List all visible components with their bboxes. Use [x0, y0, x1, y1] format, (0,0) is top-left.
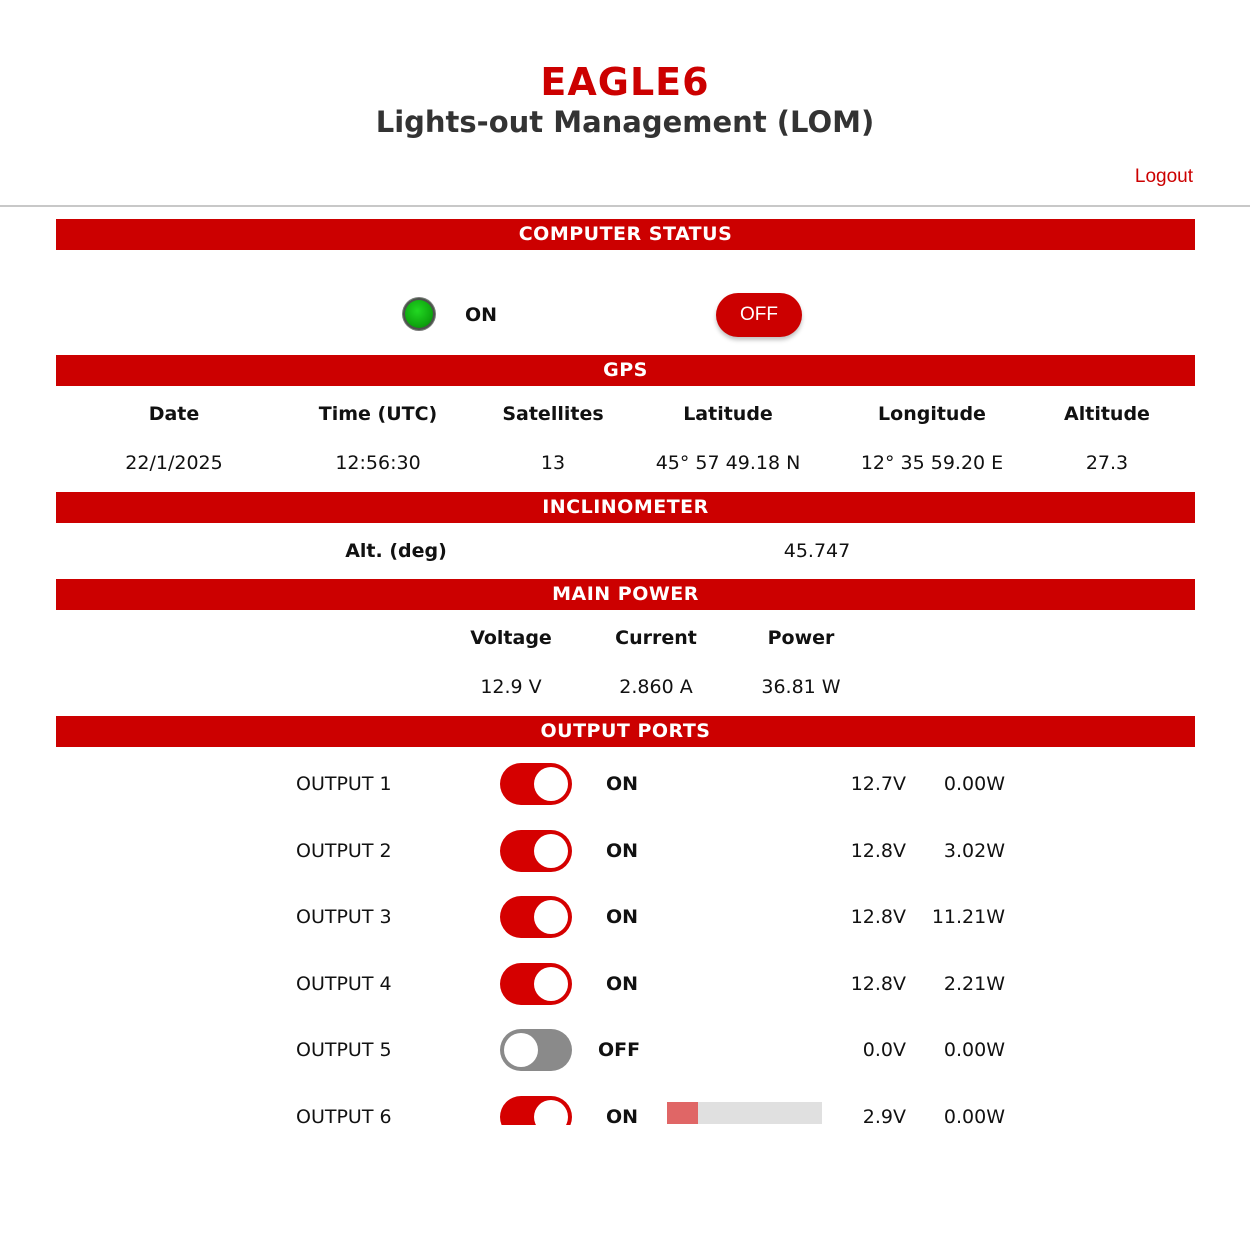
output-port-state: ON	[606, 1106, 639, 1125]
toggle-knob	[534, 1100, 568, 1125]
output-port-label: OUTPUT 3	[296, 906, 392, 928]
output-6-progress-fill	[667, 1102, 698, 1124]
output-port-power: 0.00W	[943, 1039, 1005, 1061]
inclinometer-label: Alt. (deg)	[345, 540, 447, 562]
output-port-voltage: 12.8V	[850, 973, 906, 995]
gps-col-time: Time (UTC)	[318, 403, 438, 425]
toggle-knob	[504, 1033, 538, 1067]
output-port-label: OUTPUT 6	[296, 1106, 392, 1125]
output-port-voltage: 12.8V	[850, 906, 906, 928]
computer-status-header: COMPUTER STATUS	[56, 219, 1195, 250]
output-2-toggle[interactable]	[500, 830, 572, 872]
gps-col-longitude: Longitude	[878, 403, 986, 425]
logout-link[interactable]: Logout	[1134, 166, 1193, 187]
output-port-state: ON	[606, 906, 639, 928]
output-port-voltage: 0.0V	[862, 1039, 906, 1061]
gps-col-altitude: Altitude	[1064, 403, 1150, 425]
output-6-toggle[interactable]	[500, 1096, 572, 1125]
output-port-state: ON	[606, 973, 639, 995]
gps-satellites-value: 13	[540, 452, 566, 474]
output-3-toggle[interactable]	[500, 896, 572, 938]
gps-col-date: Date	[148, 403, 200, 425]
main-current-value: 2.860 A	[619, 676, 693, 698]
output-1-toggle[interactable]	[500, 763, 572, 805]
power-status-led-icon	[403, 298, 435, 330]
page-header	[0, 0, 1250, 207]
output-port-label: OUTPUT 2	[296, 840, 392, 862]
gps-col-satellites: Satellites	[502, 403, 604, 425]
toggle-knob	[534, 767, 568, 801]
gps-col-latitude: Latitude	[683, 403, 773, 425]
toggle-knob	[534, 967, 568, 1001]
power-off-button[interactable]: OFF	[716, 293, 802, 337]
toggle-knob	[534, 834, 568, 868]
output-port-power: 11.21W	[931, 906, 1005, 928]
main-power-header: MAIN POWER	[56, 579, 1195, 610]
output-port-label: OUTPUT 4	[296, 973, 392, 995]
computer-state-label: ON	[465, 304, 498, 326]
page-subtitle: Lights-out Management (LOM)	[375, 105, 875, 139]
output-port-power: 2.21W	[943, 973, 1005, 995]
main-power-value: 36.81 W	[761, 676, 841, 698]
output-port-power: 3.02W	[943, 840, 1005, 862]
output-port-power: 0.00W	[943, 1106, 1005, 1125]
output-5-toggle[interactable]	[500, 1029, 572, 1071]
output-port-label: OUTPUT 5	[296, 1039, 392, 1061]
output-4-toggle[interactable]	[500, 963, 572, 1005]
output-port-state: ON	[606, 773, 639, 795]
toggle-knob	[534, 900, 568, 934]
output-port-state: ON	[606, 840, 639, 862]
main-voltage-value: 12.9 V	[480, 676, 542, 698]
output-ports-header: OUTPUT PORTS	[56, 716, 1195, 747]
output-port-voltage: 2.9V	[862, 1106, 906, 1125]
main-power-col-power: Power	[767, 627, 835, 649]
output-6-progress-bar	[667, 1102, 822, 1124]
output-port-state: OFF	[598, 1039, 641, 1061]
gps-time-value: 12:56:30	[335, 452, 421, 474]
output-port-row-6	[0, 1096, 1250, 1125]
gps-altitude-value: 27.3	[1085, 452, 1129, 474]
gps-date-value: 22/1/2025	[125, 452, 223, 474]
output-port-label: OUTPUT 1	[296, 773, 392, 795]
inclinometer-value: 45.747	[783, 540, 851, 562]
output-port-power: 0.00W	[943, 773, 1005, 795]
main-power-col-voltage: Voltage	[470, 627, 552, 649]
main-power-col-current: Current	[615, 627, 697, 649]
output-port-voltage: 12.8V	[850, 840, 906, 862]
gps-header: GPS	[56, 355, 1195, 386]
inclinometer-header: INCLINOMETER	[56, 492, 1195, 523]
brand-title: EAGLE6	[540, 60, 710, 104]
gps-latitude-value: 45° 57 49.18 N	[655, 452, 801, 474]
output-port-voltage: 12.7V	[850, 773, 906, 795]
gps-longitude-value: 12° 35 59.20 E	[860, 452, 1004, 474]
